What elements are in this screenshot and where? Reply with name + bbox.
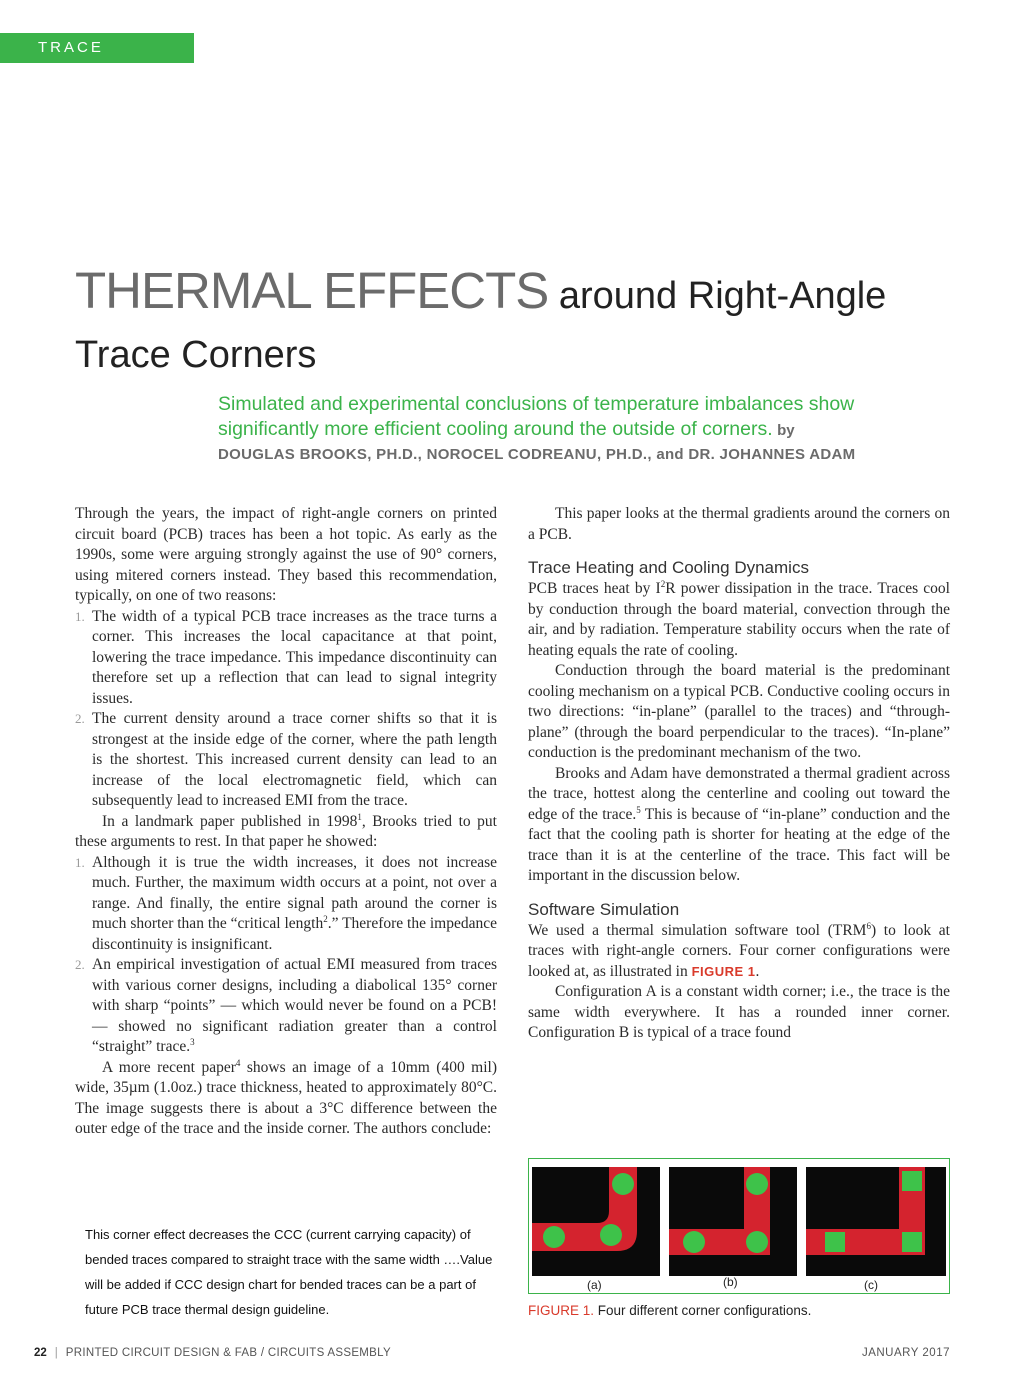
paragraph xyxy=(75,812,497,853)
list-item xyxy=(75,853,497,956)
config-c-panel xyxy=(806,1167,946,1276)
footnote-ref: 3 xyxy=(190,1036,195,1047)
probe-marker xyxy=(902,1171,922,1191)
probe-marker xyxy=(612,1173,634,1195)
text: In a landmark paper published in 1998 xyxy=(102,812,358,830)
footnote-ref: 4 xyxy=(235,1057,241,1068)
text: PCB traces heat by I xyxy=(528,580,661,597)
subtitle: Simulated and experimental conclusions of temperature imbalances show significantly more efficient cooling around the outside of corners. xyxy=(218,393,855,440)
page-footer xyxy=(34,1347,950,1359)
panel-label-c: (c) xyxy=(864,1278,878,1292)
paragraph xyxy=(528,921,950,983)
findings-list xyxy=(75,853,497,1058)
text: Brooks and Adam have demonstrated a thermal gradient across the trace, hottest along the centerline and cooling out toward the edge of the trace. xyxy=(528,764,950,823)
text: ) to look at traces with right-angle corners. Four corner configurations were looked at, as illustrated in xyxy=(528,921,950,980)
text: shows an image of a 10mm (400 mil) wide, 35µm (1.0oz.) trace thickness, heated to approximately 80°C. The image suggests there is about a 3°C difference between the outer edge of the trace and the inside corner. The authors conclude: xyxy=(75,1058,498,1137)
config-b-panel xyxy=(669,1167,797,1276)
paragraph: This paper looks at the thermal gradients around the corners on a PCB. xyxy=(528,505,950,543)
footer-separator: | xyxy=(54,1347,58,1359)
probe-marker xyxy=(600,1224,622,1246)
title-part-3: Trace Corners xyxy=(75,334,317,376)
list-item xyxy=(75,955,497,1058)
probe-marker xyxy=(902,1232,922,1252)
section-heading: Software Simulation xyxy=(528,899,680,919)
text: .” Therefore the impedance discontinuity is insignificant. xyxy=(92,915,498,953)
byline-authors: DOUGLAS BROOKS, PH.D., NOROCEL CODREANU, PH.D., and DR. JOHANNES ADAM xyxy=(218,446,856,463)
probe-marker xyxy=(825,1232,845,1252)
right-column xyxy=(528,504,950,1044)
list-number: 1. xyxy=(75,854,85,870)
figure-reference[interactable]: FIGURE 1 xyxy=(691,963,756,979)
paragraph xyxy=(528,579,950,661)
board-background xyxy=(532,1167,660,1276)
publication-name: PRINTED CIRCUIT DESIGN & FAB / CIRCUITS ASSEMBLY xyxy=(65,1347,391,1359)
footnote-ref: 6 xyxy=(866,920,871,931)
reasons-list xyxy=(75,607,497,812)
footnote-ref: 2 xyxy=(323,913,328,924)
text: A more recent paper xyxy=(102,1058,236,1076)
text: R power dissipation in the trace. Traces cool by conduction through the board material, convection through the air, and by radiation. Temperature stability occurs when the rate of heating equals the rate of cooling. xyxy=(528,580,950,659)
page-number: 22 xyxy=(34,1347,47,1359)
list-item xyxy=(75,709,497,812)
panel-label-a: (a) xyxy=(587,1278,602,1292)
board-background xyxy=(669,1167,797,1276)
byline-by: by xyxy=(777,422,795,439)
figure-caption-text: Four different corner configurations. xyxy=(594,1303,812,1318)
paragraph: Configuration A is a constant width corner; i.e., the trace is the same width everywhere. It has a rounded inner corner. Configuration B is typical of a trace found xyxy=(528,983,950,1041)
text: . xyxy=(755,962,760,980)
footnote-ref: 5 xyxy=(636,804,641,815)
list-text: The width of a typical PCB trace increases as the trace turns a corner. This increases the local capacitance at that point, lowering the trace impedance. This impedance discontinuity can therefore set up a reflection that can lead to signal integrity issues. xyxy=(92,607,497,707)
issue-date: JANUARY 2017 xyxy=(861,1347,950,1359)
config-a-panel xyxy=(532,1167,660,1276)
paragraph: Through the years, the impact of right-angle corners on printed circuit board (PCB) traces has been a hot topic. As early as the 1990s, some were arguing strongly against the use of 90° corners, using mitered corners instead. They based this recommendation, typically, on one of two reasons: xyxy=(75,505,497,604)
probe-marker xyxy=(746,1231,768,1253)
list-number: 2. xyxy=(75,957,85,972)
quoted-conclusion: This corner effect decreases the CCC (current carrying capacity) of bended traces compared to straight trace with the same width ….Value will be added if CCC design chart for bended traces can be a part of future PCB trace thermal design guideline. xyxy=(85,1227,493,1317)
list-text: The current density around a trace corner shifts so that it is strongest at the inside edge of the corner, where the path length is the shortest. This increased current density can lead to an increase of the local electromagnetic field, which can subsequently lead to increased EMI from the trace. xyxy=(92,710,497,809)
title-part-1: THERMAL EFFECTS xyxy=(75,262,549,319)
paragraph xyxy=(528,764,950,887)
article-deck xyxy=(218,392,958,463)
footnote-ref: 1 xyxy=(357,811,362,822)
paragraph: Conduction through the board material is the predominant cooling mechanism on a typical PCB. Conductive cooling occurs in two directions: “in-plane” (parallel to the traces) and “through-plane” (through the board perpendicular to the traces). “In-plane” conduction is the predominant mechanism of the two. xyxy=(528,662,950,761)
article-title xyxy=(75,262,975,385)
probe-marker xyxy=(746,1173,768,1195)
text: , Brooks tried to put these arguments to rest. In that paper he showed: xyxy=(75,812,497,850)
figure-1 xyxy=(528,1158,950,1294)
list-item xyxy=(75,607,497,710)
section-tag: TRACE COOLING xyxy=(0,33,194,63)
figure-caption xyxy=(528,1303,811,1318)
list-number: 1. xyxy=(75,608,85,624)
paragraph xyxy=(75,1058,497,1140)
section-heading: Trace Heating and Cooling Dynamics xyxy=(528,558,809,577)
left-column xyxy=(75,504,497,1140)
figure-caption-label: FIGURE 1. xyxy=(528,1303,595,1318)
superscript: 2 xyxy=(660,578,666,589)
text: An empirical investigation of actual EMI measured from traces with various corner designs, including a diabolical 135° corner with sharp “points” — which would never be found on a PCB! — showed no significant radiation greater than a control “straight” trace. xyxy=(92,956,497,1055)
text: This is because of “in-plane” conduction and the fact that the cooling path is shorter for heating at the edge of the trace than it is at the centerline of the trace. This fact will be important in the discussion below. xyxy=(528,805,951,884)
figure-1-image xyxy=(529,1159,949,1293)
panel-label-b: (b) xyxy=(723,1275,738,1289)
list-number: 2. xyxy=(75,711,85,726)
probe-marker xyxy=(543,1226,565,1248)
title-part-2: around Right-Angle xyxy=(548,275,887,317)
text: Although it is true the width increases, it does not increase much. Further, the maximum width occurs at a point, not over a range. And finally, the entire signal path around the corner is much shorter than the “critical length xyxy=(92,853,497,932)
text: We used a thermal simulation software tool (TRM xyxy=(528,921,867,939)
probe-marker xyxy=(683,1231,705,1253)
